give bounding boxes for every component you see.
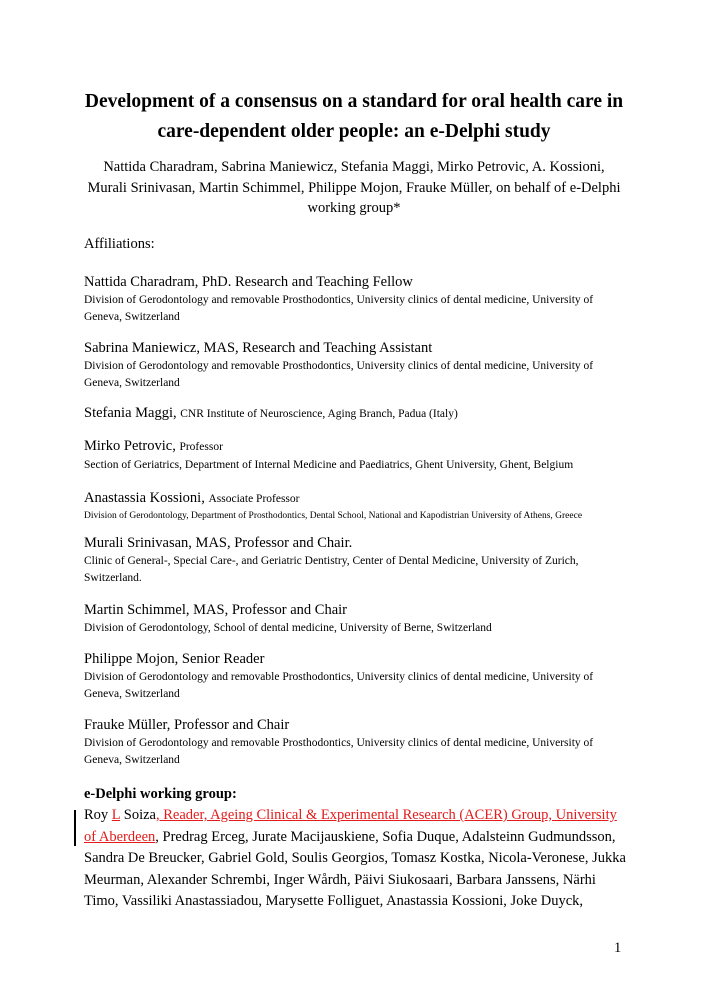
affiliation-institution: Division of Gerodontology and removable Prosthodontics, University clinics of dental medicine, University of [84, 294, 594, 306]
authors-line-2: Murali Srinivasan, Martin Schimmel, Philippe Mojon, Frauke Müller, on behalf of e-Delphi [87, 179, 621, 196]
affiliation-role: Professor [179, 441, 223, 453]
author-list [84, 157, 624, 219]
affiliation-maniewicz [84, 339, 629, 392]
affiliation-name: Frauke Müller, Professor and Chair [84, 717, 290, 733]
affiliation-name: Anastassia Kossioni, [84, 490, 205, 506]
affiliation-institution: CNR Institute of Neuroscience, Aging Branch, Padua (Italy) [180, 408, 458, 420]
tracked-change-initial: L [111, 807, 121, 823]
affiliation-institution: Division of Gerodontology, Department of Prosthodontics, Dental School, National and Kapodistrian University of Athens, Greece [84, 511, 583, 521]
affiliation-institution-cont: Geneva, Switzerland [84, 311, 180, 323]
wg-member-list: , Predrag Erceg, Jurate Macijauskiene, Sofia Duque, Adalsteinn Gudmundsson, Sandra De Breucker, Gabriel Gold, Soulis Georgios, Tomasz Kostka, Nicola-Veronese, Jukka Meurman, Alexander Schrembi, Inger Wårdh, Päivi Siukosaari, Barbara Janssens, Närhi Timo, Vassiliki Anastassiadou, Marysette Folliguet, Anastassia Kossioni, Joke Duyck, [84, 828, 626, 909]
working-group-heading: e-Delphi working group: [84, 786, 237, 802]
affiliation-mojon [84, 650, 629, 703]
title-line-1: Development of a consensus on a standard for oral health care in [84, 91, 624, 112]
working-group-members [84, 805, 629, 913]
affiliation-mueller [84, 716, 629, 769]
authors-line-1: Nattida Charadram, Sabrina Maniewicz, Stefania Maggi, Mirko Petrovic, A. Kossioni, [103, 159, 605, 175]
authors-line-3: working group* [307, 200, 401, 216]
affiliation-name: Stefania Maggi, [84, 405, 177, 421]
title-line-2: care-dependent older people: an e-Delphi study [157, 121, 551, 142]
affiliation-name: Murali Srinivasan, MAS, Professor and Chair. [84, 535, 353, 551]
affiliation-name: Nattida Charadram, PhD. Research and Teaching Fellow [84, 274, 413, 290]
affiliation-institution: Clinic of General-, Special Care-, and Geriatric Dentistry, Center of Dental Medicine, University of Zurich, [84, 555, 579, 567]
change-bar-marker [74, 810, 76, 846]
affiliation-charadram [84, 273, 629, 326]
page-number: 1 [614, 940, 622, 956]
affiliation-institution-cont: Geneva, Switzerland [84, 754, 180, 766]
affiliation-name: Sabrina Maniewicz, MAS, Research and Teaching Assistant [84, 340, 433, 356]
affiliations-heading: Affiliations: [84, 236, 155, 252]
affiliation-institution: Section of Geriatrics, Department of Internal Medicine and Paediatrics, Ghent University, Ghent, Belgium [84, 459, 574, 471]
affiliation-kossioni [84, 489, 629, 524]
affiliation-schimmel [84, 601, 629, 637]
affiliation-name: Martin Schimmel, MAS, Professor and Chair [84, 602, 347, 618]
affiliation-institution: Division of Gerodontology and removable Prosthodontics, University clinics of dental medicine, University of [84, 737, 594, 749]
wg-soiza: Soiza [120, 807, 156, 823]
affiliation-institution: Division of Gerodontology and removable Prosthodontics, University clinics of dental medicine, University of [84, 671, 594, 683]
affiliation-institution-cont: Switzerland. [84, 572, 142, 584]
affiliation-maggi [84, 404, 629, 424]
affiliation-institution-cont: Geneva, Switzerland [84, 688, 180, 700]
affiliation-petrovic [84, 437, 629, 474]
affiliation-institution-cont: Geneva, Switzerland [84, 377, 180, 389]
affiliation-name: Mirko Petrovic, [84, 438, 176, 454]
wg-roy: Roy [84, 807, 112, 823]
affiliation-role: Associate Professor [208, 493, 300, 505]
affiliation-institution: Division of Gerodontology, School of dental medicine, University of Berne, Switzerland [84, 622, 492, 634]
affiliation-institution: Division of Gerodontology and removable Prosthodontics, University clinics of dental medicine, University of [84, 360, 594, 372]
affiliation-name: Philippe Mojon, Senior Reader [84, 651, 265, 667]
paper-title [84, 87, 624, 147]
tracked-change-insertion: , Reader, Ageing Clinical & Experimental Research (ACER) Group, University of Aberdeen [84, 807, 617, 845]
affiliation-srinivasan [84, 534, 629, 587]
